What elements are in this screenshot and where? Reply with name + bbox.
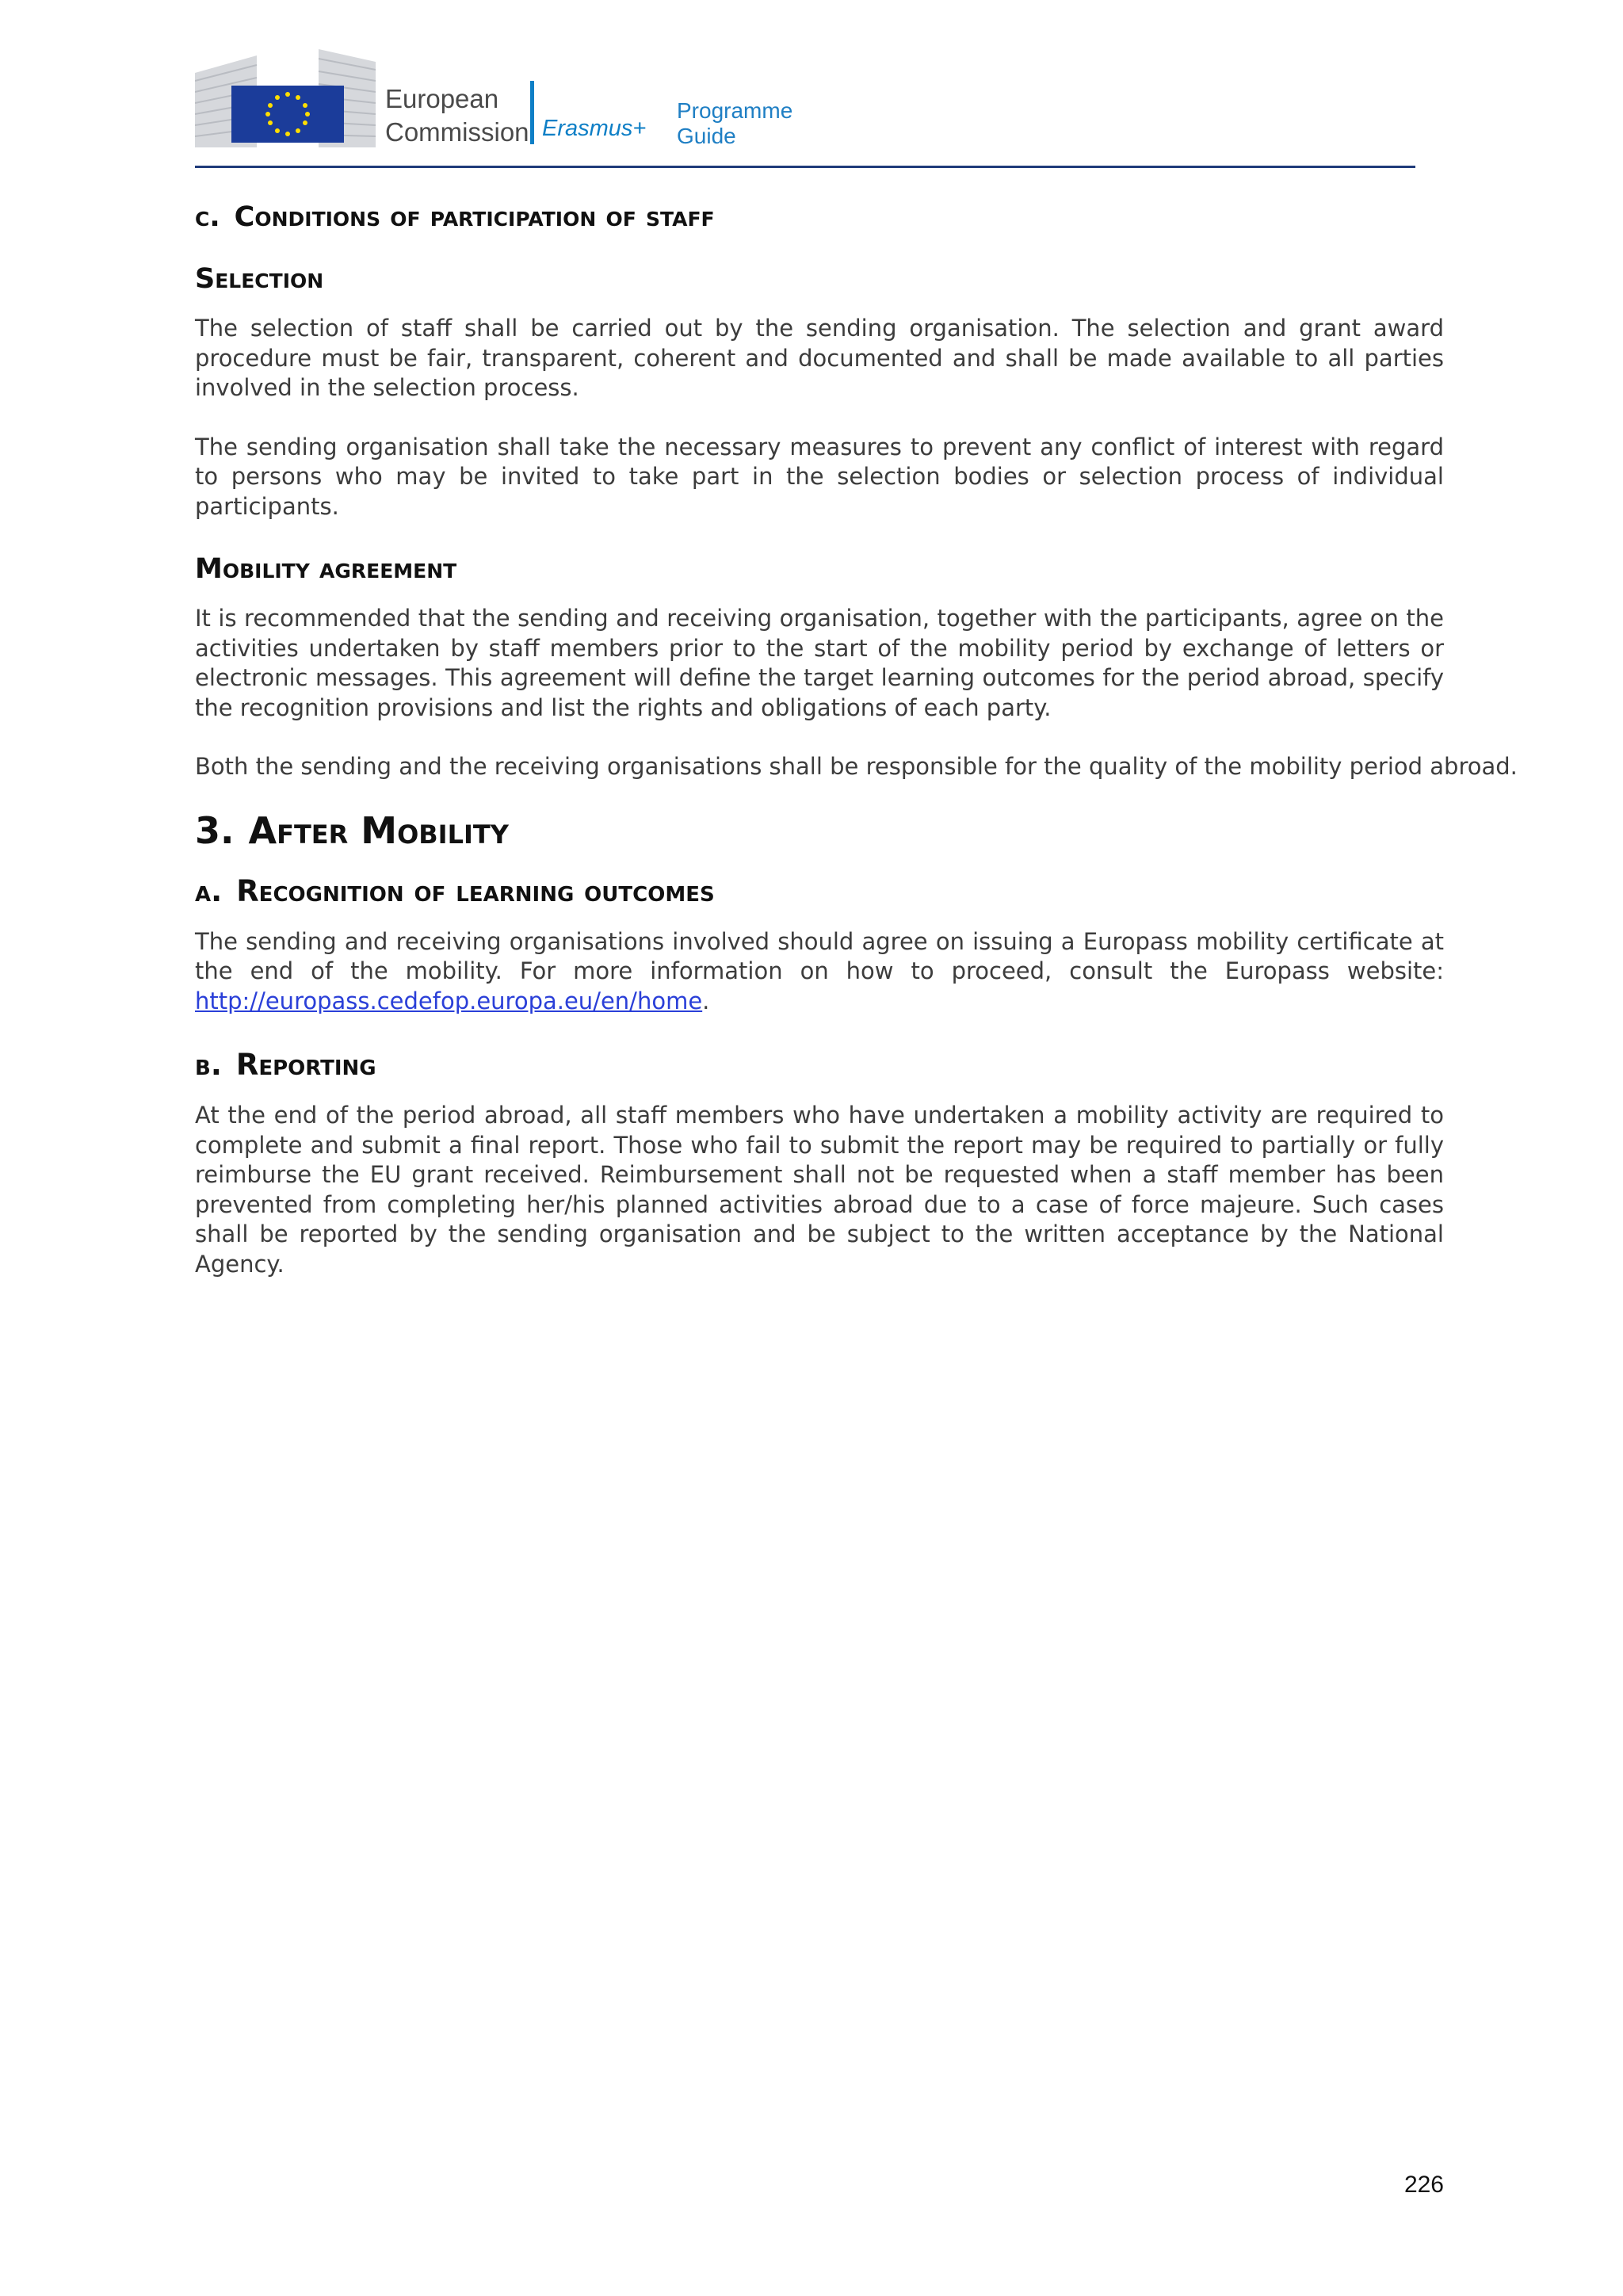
heading-text: After Mobility <box>248 808 509 852</box>
page-header <box>195 46 1415 173</box>
heading-conditions <box>195 201 1444 233</box>
europass-link[interactable]: http://europass.cedefop.europa.eu/en/home <box>195 987 703 1014</box>
page-content <box>195 198 1518 1279</box>
page-number: 226 <box>1403 2172 1444 2198</box>
erasmus-wordmark: Erasmus+ <box>542 116 647 141</box>
org-line-1: European <box>385 84 499 113</box>
european-commission-logo <box>195 49 376 152</box>
heading-text: Recognition of learning outcomes <box>236 873 715 908</box>
selection-paragraph-2: The sending organisation shall take the necessary measures to prevent any conflict of interest with regard to persons who may be invited to take part in the selection bodies or selection process of individual participants. <box>195 433 1444 520</box>
mobility-paragraph-2: Both the sending and the receiving organisations shall be responsible for the quality of the mobility period abroad. <box>195 753 1518 780</box>
recognition-end: . <box>702 987 710 1014</box>
org-line-2: Commission <box>385 117 529 147</box>
recognition-paragraph <box>195 927 1444 1017</box>
mobility-paragraph-1: It is recommended that the sending and receiving organisation, together with the participants, agree on the activities undertaken by staff members prior to the start of the mobility period by exchange of letters or electronic messages. This agreement will define the target learning outcomes for the period abroad, specify the recognition provisions and list the rights and obligations of each party. <box>195 605 1444 721</box>
reporting-paragraph: At the end of the period abroad, all staff members who have undertaken a mobility activity are required to complete and submit a final report. Those who fail to submit the report may be required to partially or fully reimburse the EU grant received. Reimbursement shall not be requested when a staff member has been prevented from completing her/his planned activities abroad due to a case of force majeure. Such cases shall be reported by the sending organisation and be subject to the written acceptance by the National Agency. <box>195 1102 1444 1278</box>
heading-number: 3. <box>195 808 235 852</box>
logo-divider <box>530 81 534 144</box>
guide-line-1: Programme <box>677 98 793 123</box>
recognition-text: The sending and receiving organisations involved should agree on issuing a Europass mobility certificate at the end of the mobility. For more information on how to proceed, consult the Europass website: <box>195 927 1444 984</box>
heading-selection: Selection <box>195 263 324 295</box>
heading-text: Reporting <box>235 1048 376 1082</box>
guide-line-2: Guide <box>677 124 736 148</box>
heading-label: a. <box>195 873 223 908</box>
european-commission-wordmark <box>385 82 529 149</box>
heading-label: b. <box>195 1048 222 1082</box>
heading-recognition <box>195 874 1444 908</box>
header-rule <box>195 166 1415 168</box>
programme-guide-label <box>677 98 792 149</box>
heading-label: c. <box>195 201 220 233</box>
heading-after-mobility <box>195 809 1444 852</box>
heading-mobility-agreement: Mobility agreement <box>195 553 457 585</box>
selection-paragraph-1: The selection of staff shall be carried out by the sending organisation. The selection and grant award procedure must be fair, transparent, coherent and documented and shall be made available to all parties involved in the selection process. <box>195 315 1444 401</box>
heading-text: Conditions of participation of staff <box>234 201 715 233</box>
heading-reporting <box>195 1048 1444 1082</box>
